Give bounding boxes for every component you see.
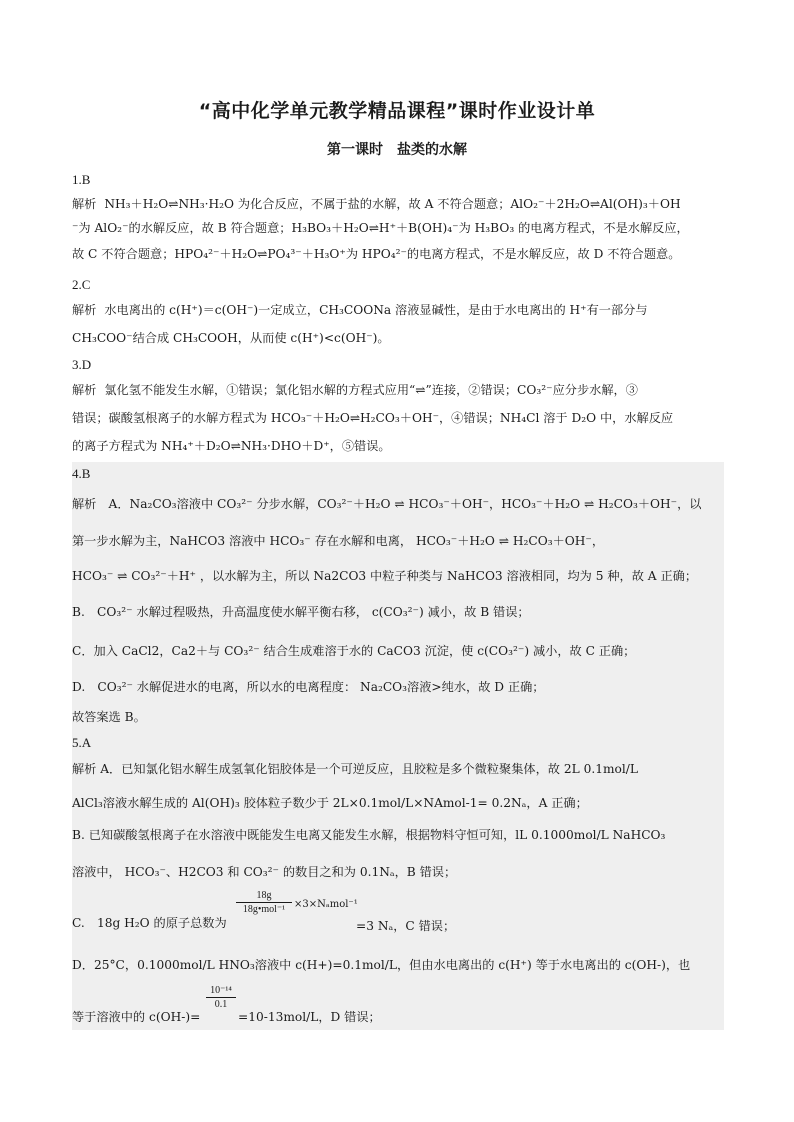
explanation-label: 解析: [72, 383, 97, 397]
page-title: “高中化学单元教学精品课程”课时作业设计单: [198, 100, 596, 122]
explanation-label: 解析: [72, 197, 97, 211]
explanation-line: C．加入 CaCl2，Ca2＋与 CO₃²⁻ 结合生成难溶于水的 CaCO3 沉淀，使 c(CO₃²⁻) 减小，故 C 正确；: [72, 644, 636, 658]
answer-number: 1.B: [72, 172, 91, 187]
explanation-line: D．25°C，0.1000mol/L HNO₃溶液中 c(H+)=0.1mol/L，但由水电离出的 c(H⁺) 等于水电离出的 c(OH-)，也: [72, 958, 691, 972]
explanation-line: 解析 A．Na₂CO₃溶液中 CO₃²⁻ 分步水解，CO₃²⁻＋H₂O ⇌ HCO₃⁻＋OH⁻，HCO₃⁻＋H₂O ⇌ H₂CO₃＋OH⁻，以: [72, 497, 702, 511]
fraction-numerator: 18g: [236, 890, 292, 903]
explanation-text: 氯化氢不能发生水解，①错误；氯化铝水解的方程式应用“⇌”连接，②错误；CO₃²⁻应分步水解，③: [104, 383, 638, 397]
answer-number: 4.B: [72, 466, 91, 481]
fraction-d: [206, 985, 236, 1010]
formula-result: =10-13mol/L，D 错误；: [238, 1010, 381, 1024]
formula-result: =3 Nₐ，C 错误；: [356, 919, 456, 933]
fraction-denominator: 18g•mol⁻¹: [242, 904, 286, 915]
explanation-line: [72, 195, 681, 213]
explanation-line: HCO₃⁻ ⇌ CO₃²⁻＋H⁺ ，以水解为主，所以 Na2CO3 中粒子种类与 NaHCO3 溶液相同，均为 5 种，故 A 正确；: [72, 569, 698, 583]
answer-number: 5.A: [72, 735, 92, 750]
explanation-line: 解析 A．已知氯化铝水解生成氢氧化铝胶体是一个可逆反应，且胶粒是多个微粒聚集体，故 2L 0.1mol/L: [72, 762, 638, 776]
explanation-line: 故 C 不符合题意；HPO₄²⁻＋H₂O⇌PO₄³⁻＋H₃O⁺为 HPO₄²⁻的电离方程式，不是水解反应，故 D 不符合题意。: [72, 247, 681, 261]
fraction-c: [236, 890, 292, 915]
explanation-line: CH₃COO⁻结合成 CH₃COOH，从而使 c(H⁺)<c(OH⁻)。: [72, 331, 390, 345]
explanation-text: 水电离出的 c(H⁺)＝c(OH⁻)一定成立，CH₃COONa 溶液显碱性，是由于水电离出的 H⁺有一部分与: [104, 303, 648, 317]
answer-number: 3.D: [72, 357, 92, 372]
explanation-line: C. 18g H₂O 的原子总数为: [72, 916, 227, 930]
explanation-line: B. 已知碳酸氢根离子在水溶液中既能发生电离又能发生水解，根据物料守恒可知，lL 0.1000mol/L NaHCO₃: [72, 828, 666, 842]
explanation-line: 溶液中， HCO₃⁻、H2CO3 和 CO₃²⁻ 的数目之和为 0.1Nₐ，B 错误；: [72, 865, 457, 879]
explanation-line: [72, 301, 648, 319]
explanation-line: 故答案选 B。: [72, 710, 146, 724]
fraction-denominator: 0.1: [214, 999, 228, 1010]
explanation-line: B. CO₃²⁻ 水解过程吸热，升高温度使水解平衡右移， c(CO₃²⁻) 减小，故 B 错误；: [72, 605, 530, 619]
explanation-text: NH₃＋H₂O⇌NH₃·H₂O 为化合反应，不属于盐的水解，故 A 不符合题意；AlO₂⁻＋2H₂O⇌Al(OH)₃＋OH: [104, 197, 681, 211]
explanation-line: D. CO₃²⁻ 水解促进水的电离，所以水的电离程度： Na₂CO₃溶液>纯水，故 D 正确；: [72, 680, 545, 694]
explanation-line: ⁻为 AlO₂⁻的水解反应，故 B 符合题意；H₃BO₃＋H₂O⇌H⁺＋B(OH)₄⁻为 H₃BO₃ 的电离方程式，不是水解反应，: [72, 221, 689, 235]
fraction-numerator: 10⁻¹⁴: [206, 985, 236, 998]
explanation-line: AlCl₃溶液水解生成的 Al(OH)₃ 胶体粒子数少于 2L×0.1mol/L×NAmol-1= 0.2Nₐ，A 正确；: [72, 796, 588, 810]
explanation-line: 等于溶液中的 c(OH-)=: [72, 1010, 201, 1024]
page-subtitle: 第一课时 盐类的水解: [327, 142, 467, 158]
explanation-line: 第一步水解为主，NaHCO3 溶液中 HCO₃⁻ 存在水解和电离， HCO₃⁻＋H₂O ⇌ H₂CO₃＋OH⁻，: [72, 534, 605, 548]
formula-multiplier: ×3×Nₐmol⁻¹: [294, 899, 358, 910]
explanation-line: 错误；碳酸氢根离子的水解方程式为 HCO₃⁻＋H₂O⇌H₂CO₃＋OH⁻，④错误；NH₄Cl 溶于 D₂O 中，水解反应: [72, 411, 674, 425]
explanation-line: [72, 381, 638, 399]
answer-number: 2.C: [72, 277, 91, 292]
explanation-line: 的离子方程式为 NH₄⁺＋D₂O⇌NH₃·DHO＋D⁺，⑤错误。: [72, 439, 391, 453]
explanation-label: 解析: [72, 303, 97, 317]
